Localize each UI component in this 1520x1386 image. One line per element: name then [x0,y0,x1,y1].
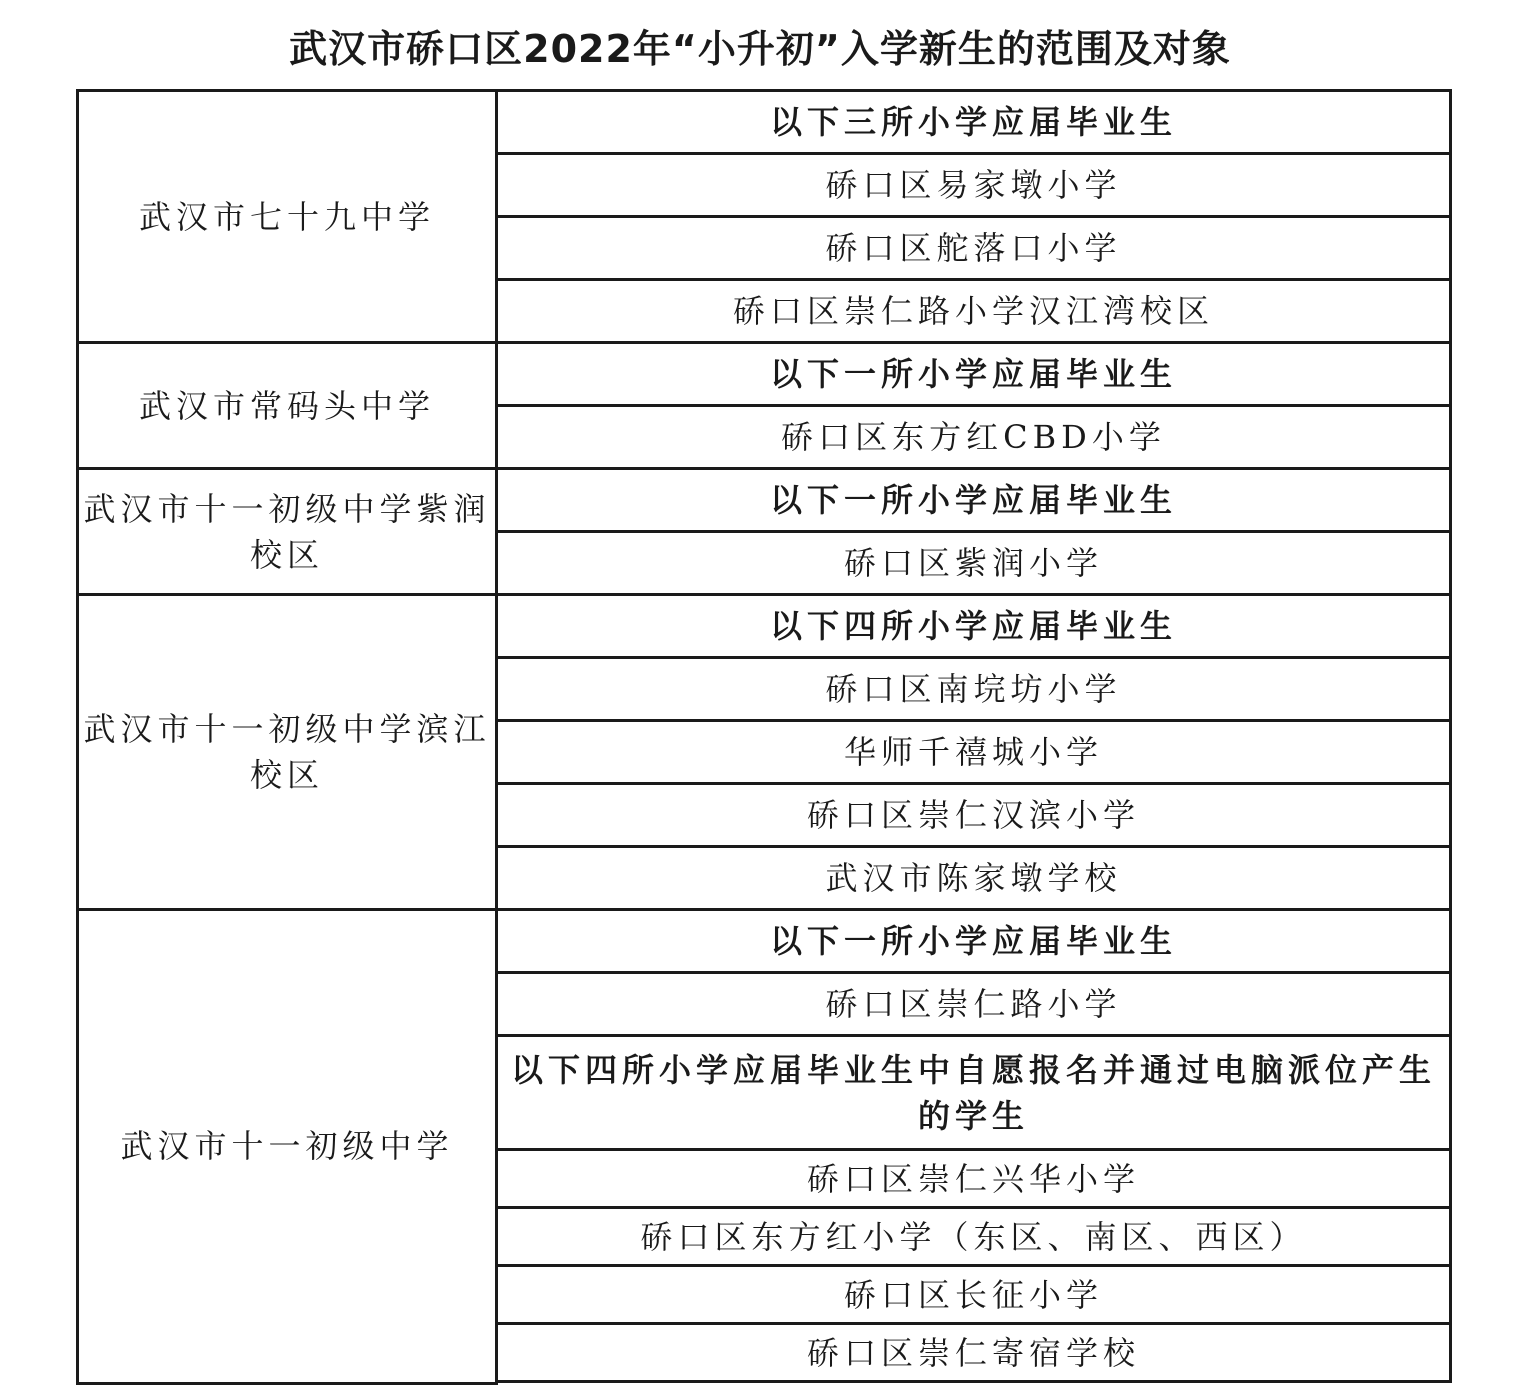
primary-school-cell: 硚口区崇仁路小学 [497,973,1451,1036]
middle-school-cell: 武汉市十一初级中学紫润校区 [78,469,497,595]
page-title: 武汉市硚口区2022年“小升初”入学新生的范围及对象 [289,27,1231,71]
group-header: 以下一所小学应届毕业生 [497,910,1451,973]
primary-school-cell: 硚口区崇仁兴华小学 [497,1150,1451,1208]
table-row [78,343,1451,406]
primary-school-cell: 华师千禧城小学 [497,721,1451,784]
primary-school-cell: 武汉市陈家墩学校 [497,847,1451,910]
group-header: 以下一所小学应届毕业生 [497,469,1451,532]
primary-school-cell: 硚口区崇仁寄宿学校 [497,1324,1451,1382]
empty-cell [497,1382,1451,1384]
primary-school-cell: 硚口区崇仁路小学汉江湾校区 [497,280,1451,343]
middle-school-cell: 武汉市七十九中学 [78,91,497,343]
group-header: 以下四所小学应届毕业生 [497,595,1451,658]
primary-school-cell: 硚口区东方红CBD小学 [497,406,1451,469]
enrollment-table [76,89,1452,1385]
middle-school-cell: 武汉市十一初级中学 [78,910,497,1384]
primary-school-cell: 硚口区东方红小学（东区、南区、西区） [497,1208,1451,1266]
primary-school-cell: 硚口区易家墩小学 [497,154,1451,217]
middle-school-cell: 武汉市十一初级中学滨江校区 [78,595,497,910]
group-header-lottery: 以下四所小学应届毕业生中自愿报名并通过电脑派位产生的学生 [497,1036,1451,1150]
group-header: 以下三所小学应届毕业生 [497,91,1451,154]
primary-school-cell: 硚口区南垸坊小学 [497,658,1451,721]
primary-school-cell: 硚口区舵落口小学 [497,217,1451,280]
middle-school-cell: 武汉市常码头中学 [78,343,497,469]
table-row [78,595,1451,658]
primary-school-cell: 硚口区长征小学 [497,1266,1451,1324]
group-header: 以下一所小学应届毕业生 [497,343,1451,406]
primary-school-cell: 硚口区崇仁汉滨小学 [497,784,1451,847]
table-row [78,91,1451,154]
primary-school-cell: 硚口区紫润小学 [497,532,1451,595]
table-row [78,469,1451,532]
table-row [78,910,1451,973]
